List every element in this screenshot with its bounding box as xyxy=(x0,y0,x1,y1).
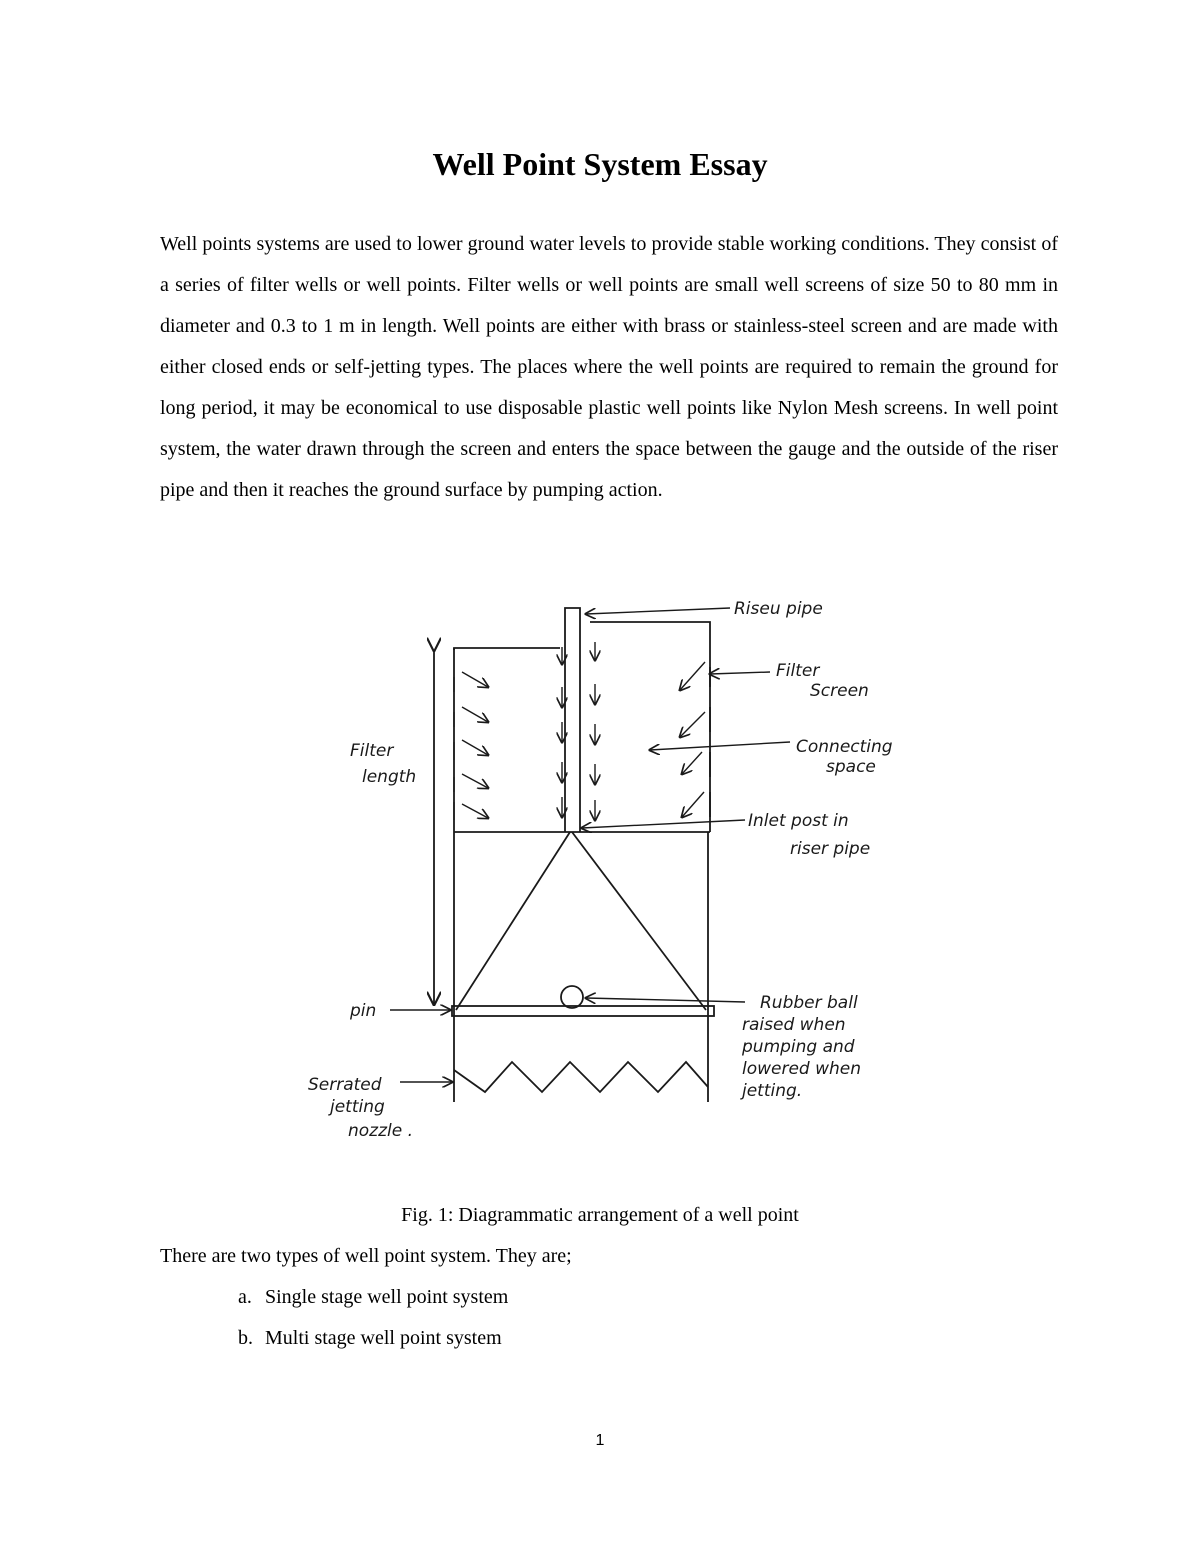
list-item xyxy=(238,1282,508,1323)
list-item-label: Multi stage well point system xyxy=(265,1327,502,1349)
well-point-diagram xyxy=(290,592,910,1152)
label-rubber-ball-4: lowered when xyxy=(742,1059,862,1079)
label-rubber-ball-5: jetting. xyxy=(742,1081,803,1101)
label-riser-pipe: Riseu pipe xyxy=(734,599,823,619)
label-filter-length-2: length xyxy=(362,767,417,787)
types-list xyxy=(238,1282,508,1364)
label-serrated-1: Serrated xyxy=(308,1075,382,1095)
label-filter-screen-2: Screen xyxy=(810,681,869,701)
label-filter-screen-1: Filter xyxy=(776,661,820,681)
pin-bar xyxy=(452,1006,714,1016)
rubber-ball xyxy=(561,986,583,1008)
label-connecting-space-2: space xyxy=(826,757,876,777)
serrated-nozzle xyxy=(454,1062,708,1092)
label-inlet-post-1: Inlet post in xyxy=(748,811,849,831)
label-filter-length-1: Filter xyxy=(350,741,394,761)
intro-paragraph: Well points systems are used to lower ground water levels to provide stable working conditions. They consist of a series of filter wells or well points. Filter wells or well points are small well screens of size 50 to 80 mm in diameter and 0.3 to 1 m in length. Well points are either with brass or stainless-steel screen and are made with either closed ends or self-jetting types. The places where the well points are required to remain the ground for long period, it may be economical to use disposable plastic well points like Nylon Mesh screens. In well point system, the water drawn through the screen and enters the space between the gauge and the outside of the riser pipe and then it reaches the ground surface by pumping action. xyxy=(160,233,1058,501)
riser-pipe xyxy=(565,608,580,832)
figure-caption: Fig. 1: Diagrammatic arrangement of a well point xyxy=(401,1204,799,1226)
list-item xyxy=(238,1323,508,1364)
label-connecting-space-1: Connecting xyxy=(796,737,893,757)
label-rubber-ball-1: Rubber ball xyxy=(760,993,858,1013)
list-marker: a. xyxy=(238,1286,252,1308)
label-rubber-ball-3: pumping and xyxy=(742,1037,855,1057)
label-rubber-ball-2: raised when xyxy=(742,1015,846,1035)
types-intro: There are two types of well point system. They are; xyxy=(160,1245,572,1267)
top-frame xyxy=(454,622,710,650)
cone xyxy=(456,832,706,1010)
label-serrated-2: jetting xyxy=(330,1097,385,1117)
label-serrated-3: nozzle . xyxy=(348,1121,414,1141)
list-marker: b. xyxy=(238,1327,253,1349)
label-pin: pin xyxy=(350,1001,377,1021)
list-item-label: Single stage well point system xyxy=(265,1286,509,1308)
page-title: Well Point System Essay xyxy=(432,146,768,182)
label-inlet-post-2: riser pipe xyxy=(790,839,871,859)
page-number: 1 xyxy=(595,1432,605,1449)
